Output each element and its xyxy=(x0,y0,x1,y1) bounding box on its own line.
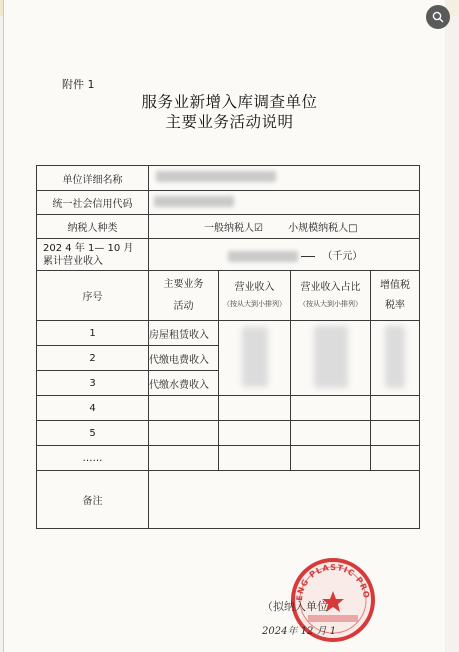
credit-code-label: 统一社会信用代码 xyxy=(37,191,149,215)
survey-form-table xyxy=(36,165,420,529)
table-row xyxy=(37,421,420,446)
redacted-credit-code xyxy=(154,196,234,207)
empty-cell xyxy=(371,446,420,471)
signature-date: 2024年 12 月 1 xyxy=(262,626,337,637)
col-revenue-note: （按从大到小排列） xyxy=(223,299,286,308)
period-revenue-value xyxy=(149,239,420,271)
row-activity: 代缴电费收入 xyxy=(149,346,219,371)
taxpayer-small-option: 小规模纳税人□ xyxy=(288,223,358,234)
credit-code-row xyxy=(37,191,420,215)
redacted-vat-cell xyxy=(371,321,420,396)
table-row xyxy=(37,446,420,471)
unit-suffix: （千元） xyxy=(322,251,363,262)
row-seq: 5 xyxy=(37,421,149,446)
page-subtitle: 主要业务活动说明 xyxy=(165,113,294,131)
col-activity-line1: 主要业务 xyxy=(163,278,204,290)
empty-cell xyxy=(219,421,291,446)
col-seq: 序号 xyxy=(37,271,149,321)
col-activity xyxy=(149,271,219,321)
row-activity: 房屋租赁收入 xyxy=(149,321,219,346)
col-vat-line2: 税率 xyxy=(385,299,405,311)
lens-icon xyxy=(431,10,445,24)
empty-cell xyxy=(291,396,371,421)
redacted-unit-name xyxy=(156,171,276,182)
row-activity xyxy=(149,421,219,446)
row-seq: 4 xyxy=(37,396,149,421)
taxpayer-type-options xyxy=(149,215,420,239)
redacted-share-cell xyxy=(291,321,371,396)
credit-code-value xyxy=(149,191,420,215)
row-activity xyxy=(149,446,219,471)
empty-cell xyxy=(371,396,420,421)
svg-text:ENG PLASTIC PRO: ENG PLASTIC PRO xyxy=(294,562,372,602)
col-share-title: 营业收入占比 xyxy=(300,281,361,293)
period-range: 202 4 年 1— 10 月 xyxy=(43,242,134,254)
row-seq: 3 xyxy=(37,371,149,396)
page-title: 服务业新增入库调查单位 xyxy=(141,93,318,111)
underline xyxy=(301,256,315,257)
remarks-row xyxy=(37,471,420,529)
redacted-revenue xyxy=(242,327,268,387)
unit-name-label: 单位详细名称 xyxy=(37,166,149,191)
period-revenue-row xyxy=(37,239,420,271)
annex-label: 附件 1 xyxy=(62,78,95,91)
empty-cell xyxy=(219,446,291,471)
taxpayer-type-label: 纳税人种类 xyxy=(37,215,149,239)
col-share-note: （按从大到小排列） xyxy=(299,299,362,308)
empty-cell xyxy=(291,421,371,446)
redacted-revenue-cell xyxy=(219,321,291,396)
row-seq: 2 xyxy=(37,346,149,371)
redacted-revenue-total xyxy=(228,251,298,262)
row-activity xyxy=(149,396,219,421)
taxpayer-general-option: 一般纳税人☑ xyxy=(204,223,263,234)
row-seq: …… xyxy=(37,446,149,471)
column-header-row xyxy=(37,271,420,321)
col-revenue xyxy=(219,271,291,321)
row-activity: 代缴水费收入 xyxy=(149,371,219,396)
table-row xyxy=(37,321,420,346)
unit-name-value xyxy=(149,166,420,191)
image-search-button[interactable] xyxy=(426,5,450,29)
filler-label: （拟纳入单位 xyxy=(262,600,328,613)
remarks-value xyxy=(149,471,420,529)
table-row xyxy=(37,396,420,421)
remarks-label: 备注 xyxy=(37,471,149,529)
row-seq: 1 xyxy=(37,321,149,346)
col-vat-line1: 增值税 xyxy=(380,279,410,291)
taxpayer-row xyxy=(37,215,420,239)
col-share xyxy=(291,271,371,321)
redacted-vat xyxy=(385,326,405,388)
redacted-share xyxy=(314,326,348,388)
empty-cell xyxy=(219,396,291,421)
col-activity-line2: 活动 xyxy=(173,300,194,312)
period-revenue-label: 累计营业收入 xyxy=(43,255,103,267)
col-revenue-title: 营业收入 xyxy=(234,281,275,293)
unit-name-row xyxy=(37,166,420,191)
period-label-cell xyxy=(37,239,149,271)
empty-cell xyxy=(371,421,420,446)
empty-cell xyxy=(291,446,371,471)
col-vat xyxy=(371,271,420,321)
